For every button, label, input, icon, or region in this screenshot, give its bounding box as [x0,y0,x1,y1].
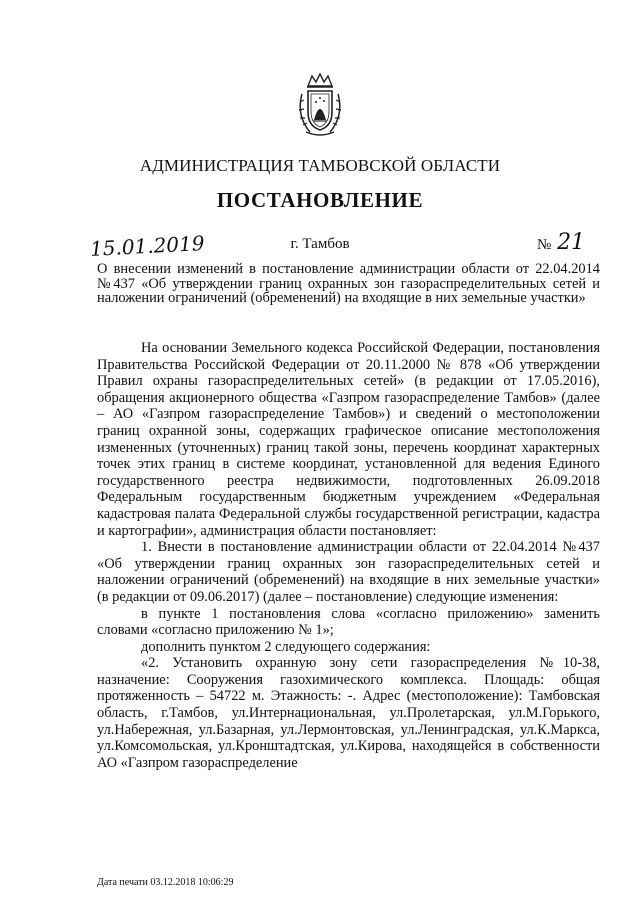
number-handwritten: 21 [557,230,586,255]
body-paragraph: в пункте 1 постановления слова «согласно приложению» заменить словами «согласно приложению № 1»; [97,605,600,639]
print-date-footer: Дата печати 03.12.2018 10:06:29 [97,877,234,888]
coat-of-arms-icon [294,72,346,140]
body-paragraph: На основании Земельного кодекса Российской Федерации, постановления Правительства Российской Федерации от 20.11.2000 № 878 «Об утверждении Правил охраны газораспределительных сетей» (в редакции от 17.05.2016), обращения акционерного общества «Газпром газораспределение Тамбов» (далее – АО «Газпром газораспределение Тамбов») и сведений о местоположении границ охранной зоны, содержащих графическое описание местоположения измененных (уточненных) границ такой зоны, перечень координат характерных точек этих границ в системе координат, установленной для ведения Единого государственного реестра недвижимости, подготовленных 26.09.2018 Федеральным государственным бюджетным учреждением «Федеральная кадастровая палата Федеральной службы государственной регистрации, кадастра и картографии», администрация области постановляет: [97,340,600,539]
document-body [97,340,600,771]
document-city: г. Тамбов [290,236,350,252]
document-subject: О внесении изменений в постановление администрации области от 22.04.2014 №437 «Об утверждении границ охранных зон газораспределительных сетей и наложении ограничений (обременений) на входящие в них земельные участки» [97,261,600,307]
document-type-title: ПОСТАНОВЛЕНИЕ [216,188,424,212]
document-number [537,230,585,255]
body-paragraph: 1. Внести в постановление администрации области от 22.04.2014 №437 «Об утверждении границ охранных зон газораспределительных сетей и наложении ограничений (обременений) на входящие в них земельные участки» (в редакции от 09.06.2017) (далее – постановление) следующие изменения: [97,539,600,605]
body-paragraph: дополнить пунктом 2 следующего содержания: [141,638,431,655]
number-prefix: № [537,237,552,253]
organization-name: АДМИНИСТРАЦИЯ ТАМБОВСКОЙ ОБЛАСТИ [139,156,501,175]
document-date-handwritten: 15.01.2019 [89,231,206,261]
body-paragraph: «2. Установить охранную зону сети газораспределения №10-38, назначение: Сооружения газохимического комплекса. Площадь: общая протяженность – 54722 м. Этажность: -. Адрес (местоположение): Тамбовская область, г.Тамбов, ул.Интернациональная, ул.Пролетарская, ул.М.Горького, ул.Набережная, ул.Базарная, ул.Лермонтовская, ул.Ленинградская, ул.К.Маркса, ул.Комсомольская, ул.Кронштадтская, ул.Кирова, находящейся в собственности АО «Газпром газораспределение [97,655,600,771]
